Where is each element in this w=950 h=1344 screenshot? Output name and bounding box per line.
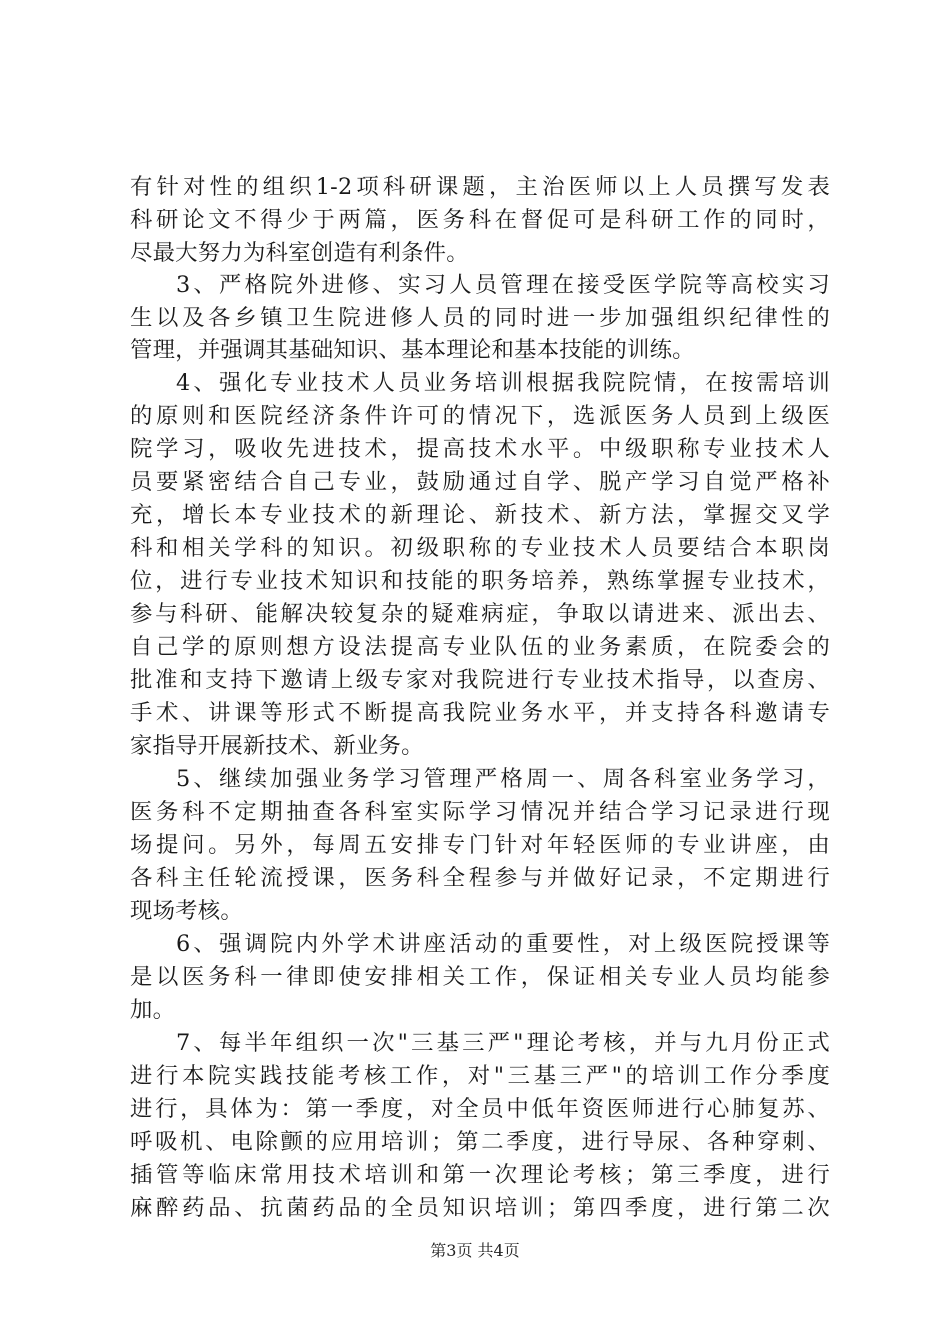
text-line: 的原则和医院经济条件许可的情况下，选派医务人员到上级医 [130, 403, 830, 429]
text-line: 科研论文不得少于两篇，医务科在督促可是科研工作的同时， [130, 207, 830, 233]
text-line: 尽最大努力为科室创造有利条件。 [130, 240, 469, 266]
paragraph-5-first-line: 5、继续加强业务学习管理严格周一、周各科室业务学习， [176, 766, 830, 792]
text-line: 参与科研、能解决较复杂的疑难病症，争取以请进来、派出去、 [130, 601, 830, 627]
text-line: 生以及各乡镇卫生院进修人员的同时进一步加强组织纪律性的 [130, 305, 830, 331]
text-line: 场提问。另外，每周五安排专门针对年轻医师的专业讲座，由 [130, 832, 830, 858]
text-line: 各科主任轮流授课，医务科全程参与并做好记录，不定期进行 [130, 865, 830, 891]
text-line: 科和相关学科的知识。初级职称的专业技术人员要结合本职岗 [130, 535, 830, 561]
paragraph-7-first-line: 7、每半年组织一次"三基三严"理论考核，并与九月份正式 [176, 1030, 830, 1056]
text-line: 批准和支持下邀请上级专家对我院进行专业技术指导，以查房、 [130, 667, 830, 693]
paragraph-6-first-line: 6、强调院内外学术讲座活动的重要性，对上级医院授课等 [176, 931, 830, 957]
text-line: 员要紧密结合自己专业，鼓励通过自学、脱产学习自觉严格补 [130, 469, 830, 495]
text-line: 进行，具体为：第一季度，对全员中低年资医师进行心肺复苏、 [130, 1096, 830, 1122]
text-line: 进行本院实践技能考核工作，对"三基三严"的培训工作分季度 [130, 1063, 830, 1089]
paragraph-4-first-line: 4、强化专业技术人员业务培训根据我院院情，在按需培训 [176, 370, 830, 396]
text-line: 院学习，吸收先进技术，提高技术水平。中级职称专业技术人 [130, 436, 830, 462]
text-line: 家指导开展新技术、新业务。 [130, 733, 424, 759]
page-number-footer: 第3页 共4页 [430, 1241, 520, 1260]
text-line: 有针对性的组织1-2项科研课题，主治医师以上人员撰写发表 [130, 174, 830, 200]
text-line: 充，增长本专业技术的新理论、新技术、新方法，掌握交叉学 [130, 502, 830, 528]
text-line: 呼吸机、电除颤的应用培训；第二季度，进行导尿、各种穿刺、 [130, 1129, 830, 1155]
text-line: 自己学的原则想方设法提高专业队伍的业务素质，在院委会的 [130, 634, 830, 660]
text-line: 手术、讲课等形式不断提高我院业务水平，并支持各科邀请专 [130, 700, 830, 726]
text-line: 麻醉药品、抗菌药品的全员知识培训；第四季度，进行第二次 [130, 1195, 830, 1221]
text-line: 管理，并强调其基础知识、基本理论和基本技能的训练。 [130, 337, 695, 363]
text-line: 是以医务科一律即使安排相关工作，保证相关专业人员均能参 [130, 964, 830, 990]
text-line: 现场考核。 [130, 898, 243, 924]
text-line: 插管等临床常用技术培训和第一次理论考核；第三季度，进行 [130, 1162, 830, 1188]
text-line: 加。 [130, 997, 176, 1023]
text-line: 医务科不定期抽查各科室实际学习情况并结合学习记录进行现 [130, 799, 830, 825]
text-line: 位，进行专业技术知识和技能的职务培养，熟练掌握专业技术， [130, 568, 830, 594]
paragraph-3-first-line: 3、严格院外进修、实习人员管理在接受医学院等高校实习 [176, 272, 830, 298]
